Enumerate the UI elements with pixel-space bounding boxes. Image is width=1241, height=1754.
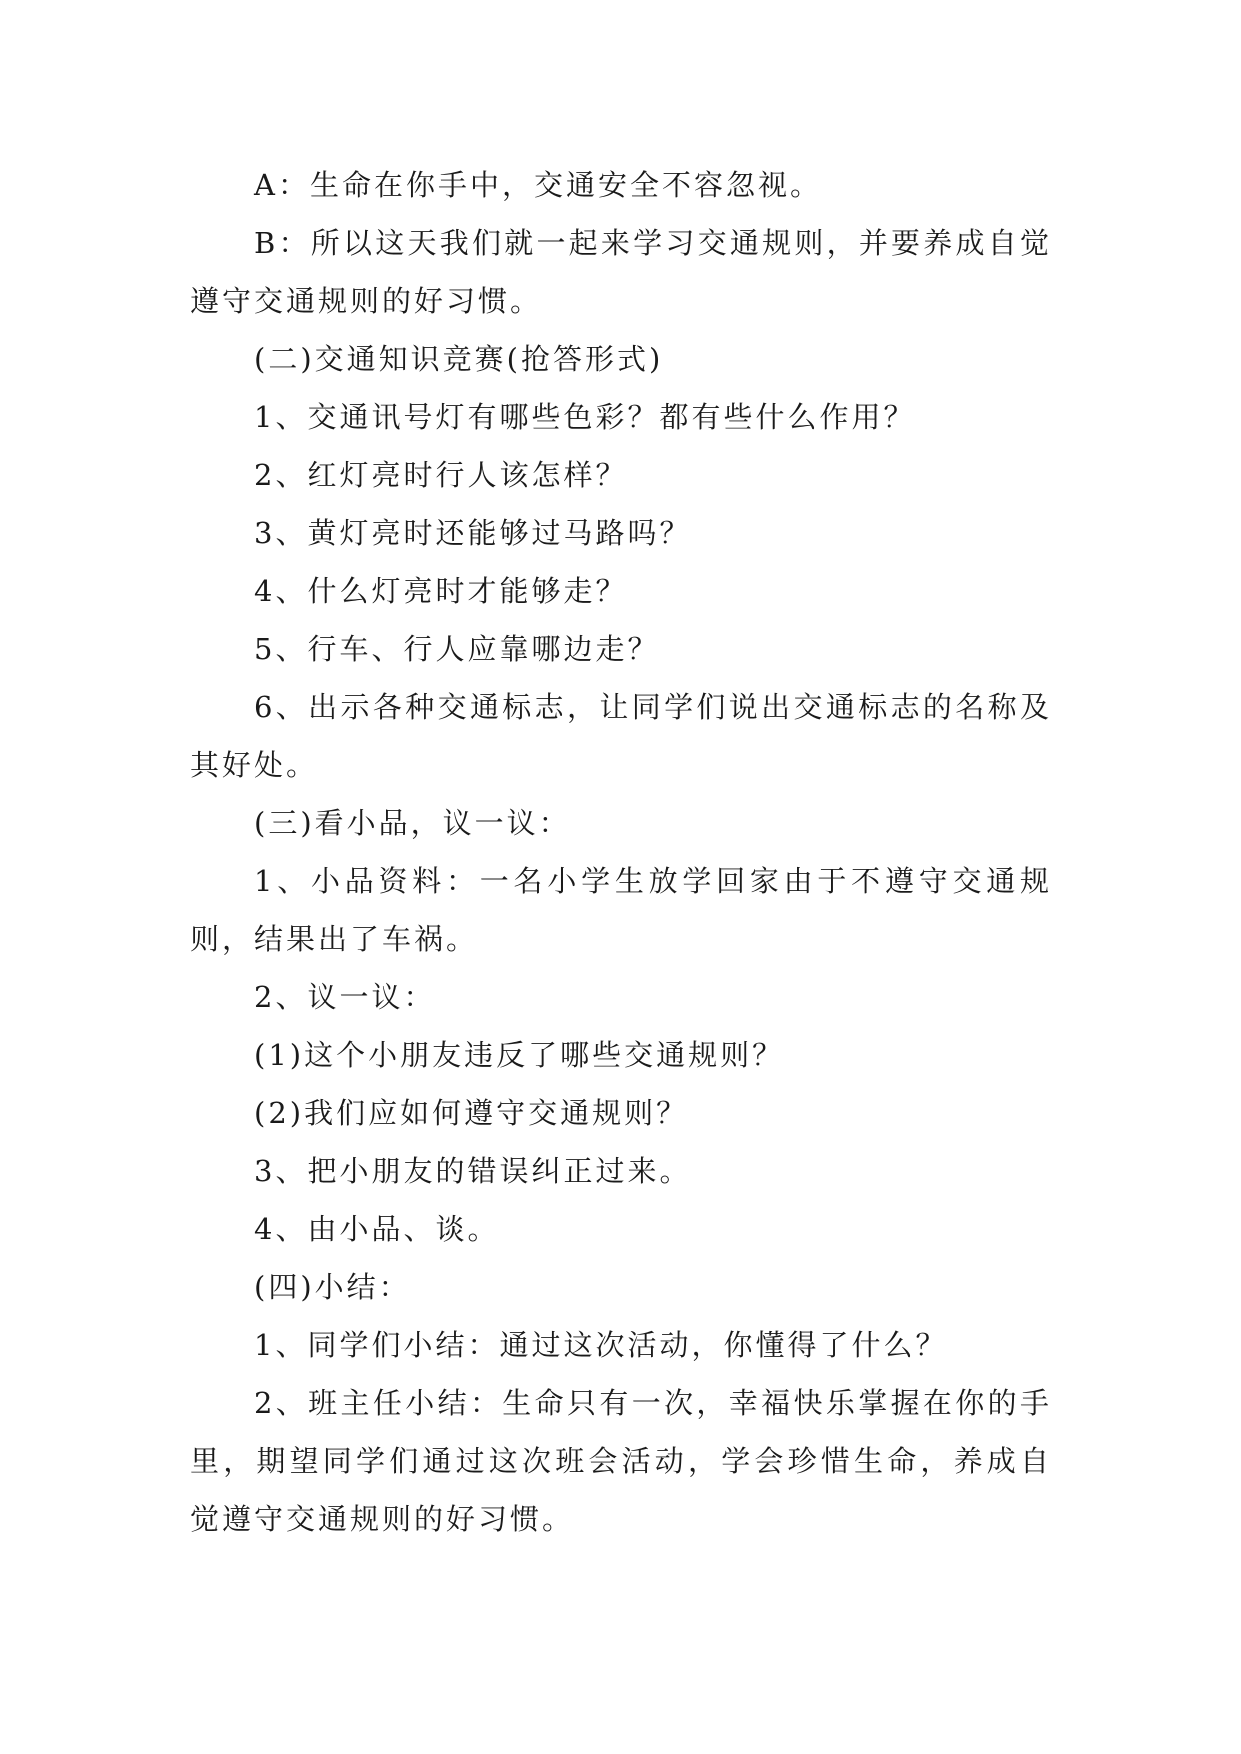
list-item: 4、什么灯亮时才能够走？ [254,574,628,608]
sub-list-item: (2)我们应如何遵守交通规则？ [254,1096,689,1130]
section-heading: (四)小结： [254,1270,411,1304]
list-item: 6、出示各种交通标志，让同学们说出交通标志的名称及其好处。 [190,690,1052,782]
list-item: 3、把小朋友的错误纠正过来。 [254,1154,692,1188]
section-heading: (三)看小品，议一议： [254,806,571,840]
list-item: 5、行车、行人应靠哪边走？ [254,632,660,666]
paragraph: B：所以这天我们就一起来学习交通规则，并要养成自觉遵守交通规则的好习惯。 [190,226,1052,318]
document-body [190,156,1052,1548]
list-item: 1、交通讯号灯有哪些色彩？都有些什么作用？ [254,400,916,434]
list-item: 1、小品资料：一名小学生放学回家由于不遵守交通规则，结果出了车祸。 [190,864,1052,956]
list-item: 2、红灯亮时行人该怎样？ [254,458,628,492]
list-item: 2、议一议： [254,980,436,1014]
section-heading: (二)交通知识竞赛(抢答形式) [254,342,664,376]
sub-list-item: (1)这个小朋友违反了哪些交通规则？ [254,1038,785,1072]
paragraph: A：生命在你手中，交通安全不容忽视。 [254,168,822,202]
list-item: 3、黄灯亮时还能够过马路吗？ [254,516,692,550]
list-item: 4、由小品、谈。 [254,1212,500,1246]
list-item: 1、同学们小结：通过这次活动，你懂得了什么？ [254,1328,948,1362]
list-item: 2、班主任小结：生命只有一次，幸福快乐掌握在你的手里，期望同学们通过这次班会活动，学会珍惜生命，养成自觉遵守交通规则的好习惯。 [190,1386,1052,1536]
